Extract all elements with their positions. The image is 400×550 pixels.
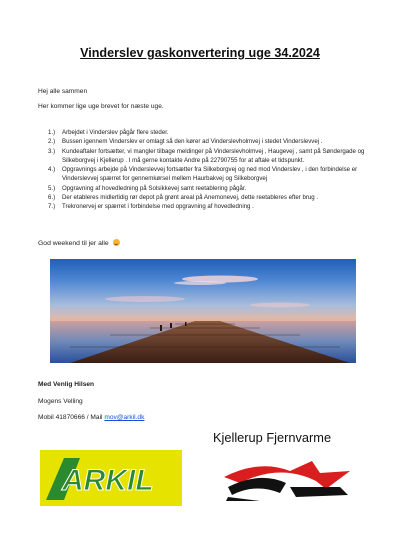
list-item <box>48 128 366 137</box>
list-item-number: 6.) <box>48 194 56 202</box>
closing-label: God weekend til jer alle <box>38 240 109 247</box>
list-item-number: 3.) <box>48 147 56 155</box>
list-item <box>48 165 366 184</box>
page-title: Vinderslev gaskonvertering uge 34.2024 <box>80 46 320 60</box>
list-item <box>48 147 366 166</box>
list-item <box>48 184 366 193</box>
signature-greeting: Med Venlig Hilsen <box>38 381 95 388</box>
list-item-number: 2.) <box>48 138 56 146</box>
kjellerup-fjernvarme-logo <box>220 457 354 503</box>
list-item-number: 4.) <box>48 166 56 174</box>
signature-contact <box>38 414 144 421</box>
list-item <box>48 137 366 146</box>
list-item-text: Arbejdet i Vinderslev pågår flere steder. <box>62 129 169 136</box>
email-link[interactable]: mov@arkil.dk <box>104 414 145 421</box>
list-item-number: 5.) <box>48 184 56 192</box>
intro-text: Her kommer lige uge brevet for næste uge. <box>38 103 164 110</box>
list-item-text: Opgravning af hovedledning på Solsikkevej samt reetablering pågår. <box>62 184 247 192</box>
update-list <box>48 128 366 212</box>
list-item-text: Bussen igennem Vinderslev er omlagt så den kører ad Vinderslevholmvej i stedet Vinderslevvej . <box>62 138 323 146</box>
list-item-number: 1.) <box>48 129 56 136</box>
list-item <box>48 202 366 211</box>
arkil-logo <box>40 450 182 506</box>
pier-photo <box>50 259 356 363</box>
list-item-text: Kundeaftaler fortsætter, vi mangler tilbage meldinger på Vinderslevholmvej , Haugevej , samt på Søndergade og Silkeborgvej i Kjellerup . I må gerne kontakte Andre på 22790755 for at aftale et tidspunkt. <box>62 147 365 164</box>
signature-name: Mogens Velling <box>38 398 83 405</box>
arkil-logo-text: ARKIL <box>62 464 154 497</box>
list-item-text: Der etableres midlertidig rør depot på grønt areal på Anemonevej, dette reetableres efter brug . <box>62 194 319 202</box>
list-item <box>48 193 366 202</box>
smiley-icon <box>113 239 120 246</box>
list-item-text: Trekronervej er spærret i forbindelse med opgravning af hovedledning . <box>62 203 254 211</box>
kjellerup-fjernvarme-name: Kjellerup Fjernvarme <box>213 430 332 445</box>
list-item-number: 7.) <box>48 203 56 211</box>
closing-text <box>38 239 120 247</box>
list-item-text: Opgravnings arbejde på Vinderslevvej fortsætter fra Silkeborgvej og ned mod Vinderslev , i den forbindelse er Vinderslevvej spærret for gennemkørsel mellem Haurbakvej og Silkeborgvej <box>62 166 358 183</box>
contact-phone: Mobil 41870666 / Mail <box>38 414 105 421</box>
greeting-text: Hej alle sammen <box>38 88 88 95</box>
